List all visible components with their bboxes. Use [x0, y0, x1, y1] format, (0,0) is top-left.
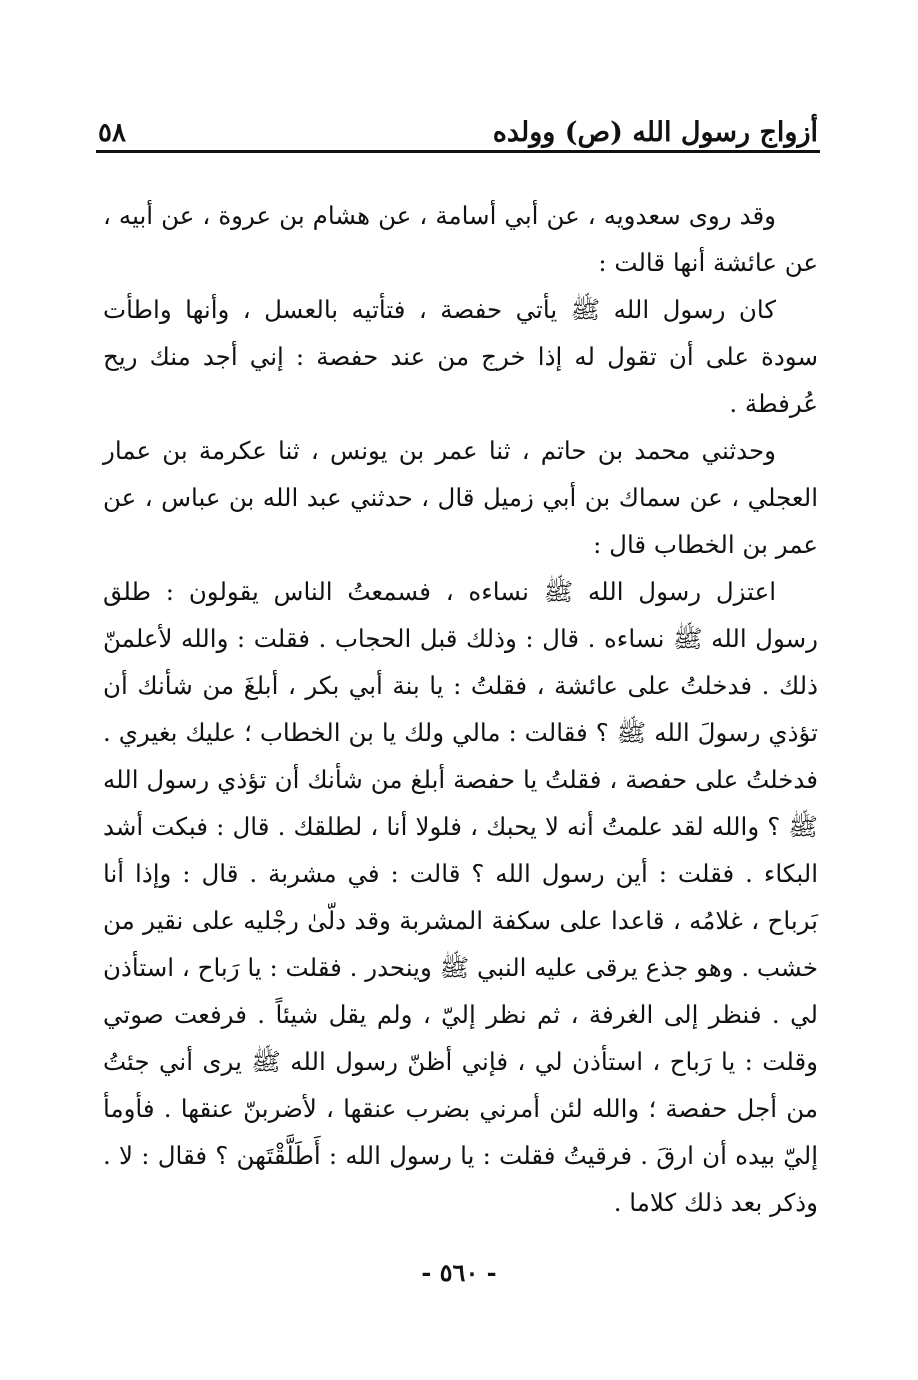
footer-page-number: - ٥٦٠ - — [421, 1258, 497, 1287]
paragraph-4: اعتزل رسول الله ﷺ نساءه ، فسمعتُ الناس يقولون : طلق رسول الله ﷺ نساءه . قال : وذلك قبل الحجاب . فقلت : والله لأعلمنّ ذلك . فدخلتُ على عائشة ، فقلتُ : يا بنة أبي بكر ، أبلغَ من شأنك أن تؤذي رسولَ الله ﷺ ؟ فقالت : مالي ولك يا بن الخطاب ؛ عليك بغيري . فدخلتُ على حفصة ، فقلتُ يا حفصة أبلغ من شأنك أن تؤذي رسول الله ﷺ ؟ والله لقد علمتُ أنه لا يحبك ، فلولا أنا ، لطلقك . قال : فبكت أشد البكاء . فقلت : أين رسول الله ؟ قالت : في مشربة . قال : وإذا أنا بَرباح ، غلامُه ، قاعدا على سكفة المشربة وقد دلّىٰ رجْليه على نقير من خشب . وهو جذع يرقى عليه النبي ﷺ وينحدر . فقلت : يا رَباح ، استأذن لي . فنظر إلى الغرفة ، ثم نظر إليّ ، ولم يقل شيئاً . فرفعت صوتي وقلت : يا رَباح ، استأذن لي ، فإني أظنّ رسول الله ﷺ يرى أني جئتُ من أجل حفصة ؛ والله لئن أمرني بضرب عنقها ، لأضربنّ عنقها . فأومأ إليّ بيده أن ارقَ . فرقيتُ فقلت : يا رسول الله : أَطَلَّقْتَهن ؟ فقال : لا . وذكر بعد ذلك كلاما . — [103, 577, 818, 1217]
paragraph-3: وحدثني محمد بن حاتم ، ثنا عمر بن يونس ، ثنا عكرمة بن عمار العجلي ، عن سماك بن أبي زميل قال ، حدثني عبد الله بن عباس ، عن عمر بن الخطاب قال : — [103, 436, 818, 559]
paragraph-2: كان رسول الله ﷺ يأتي حفصة ، فتأتيه بالعسل ، وأنها واطأت سودة على أن تقول له إذا خرج من عند حفصة : إني أجد منك ريح عُرفطة . — [103, 295, 818, 418]
body-text — [103, 192, 818, 1226]
paragraph-1: وقد روى سعدويه ، عن أبي أسامة ، عن هشام بن عروة ، عن أبيه ، عن عائشة أنها قالت : — [103, 201, 818, 277]
page-header — [98, 98, 818, 146]
header-page-number: ٥٨ — [98, 118, 126, 148]
header-rule — [96, 150, 820, 153]
running-title: أزواج رسول الله (ص) وولده — [492, 117, 818, 148]
